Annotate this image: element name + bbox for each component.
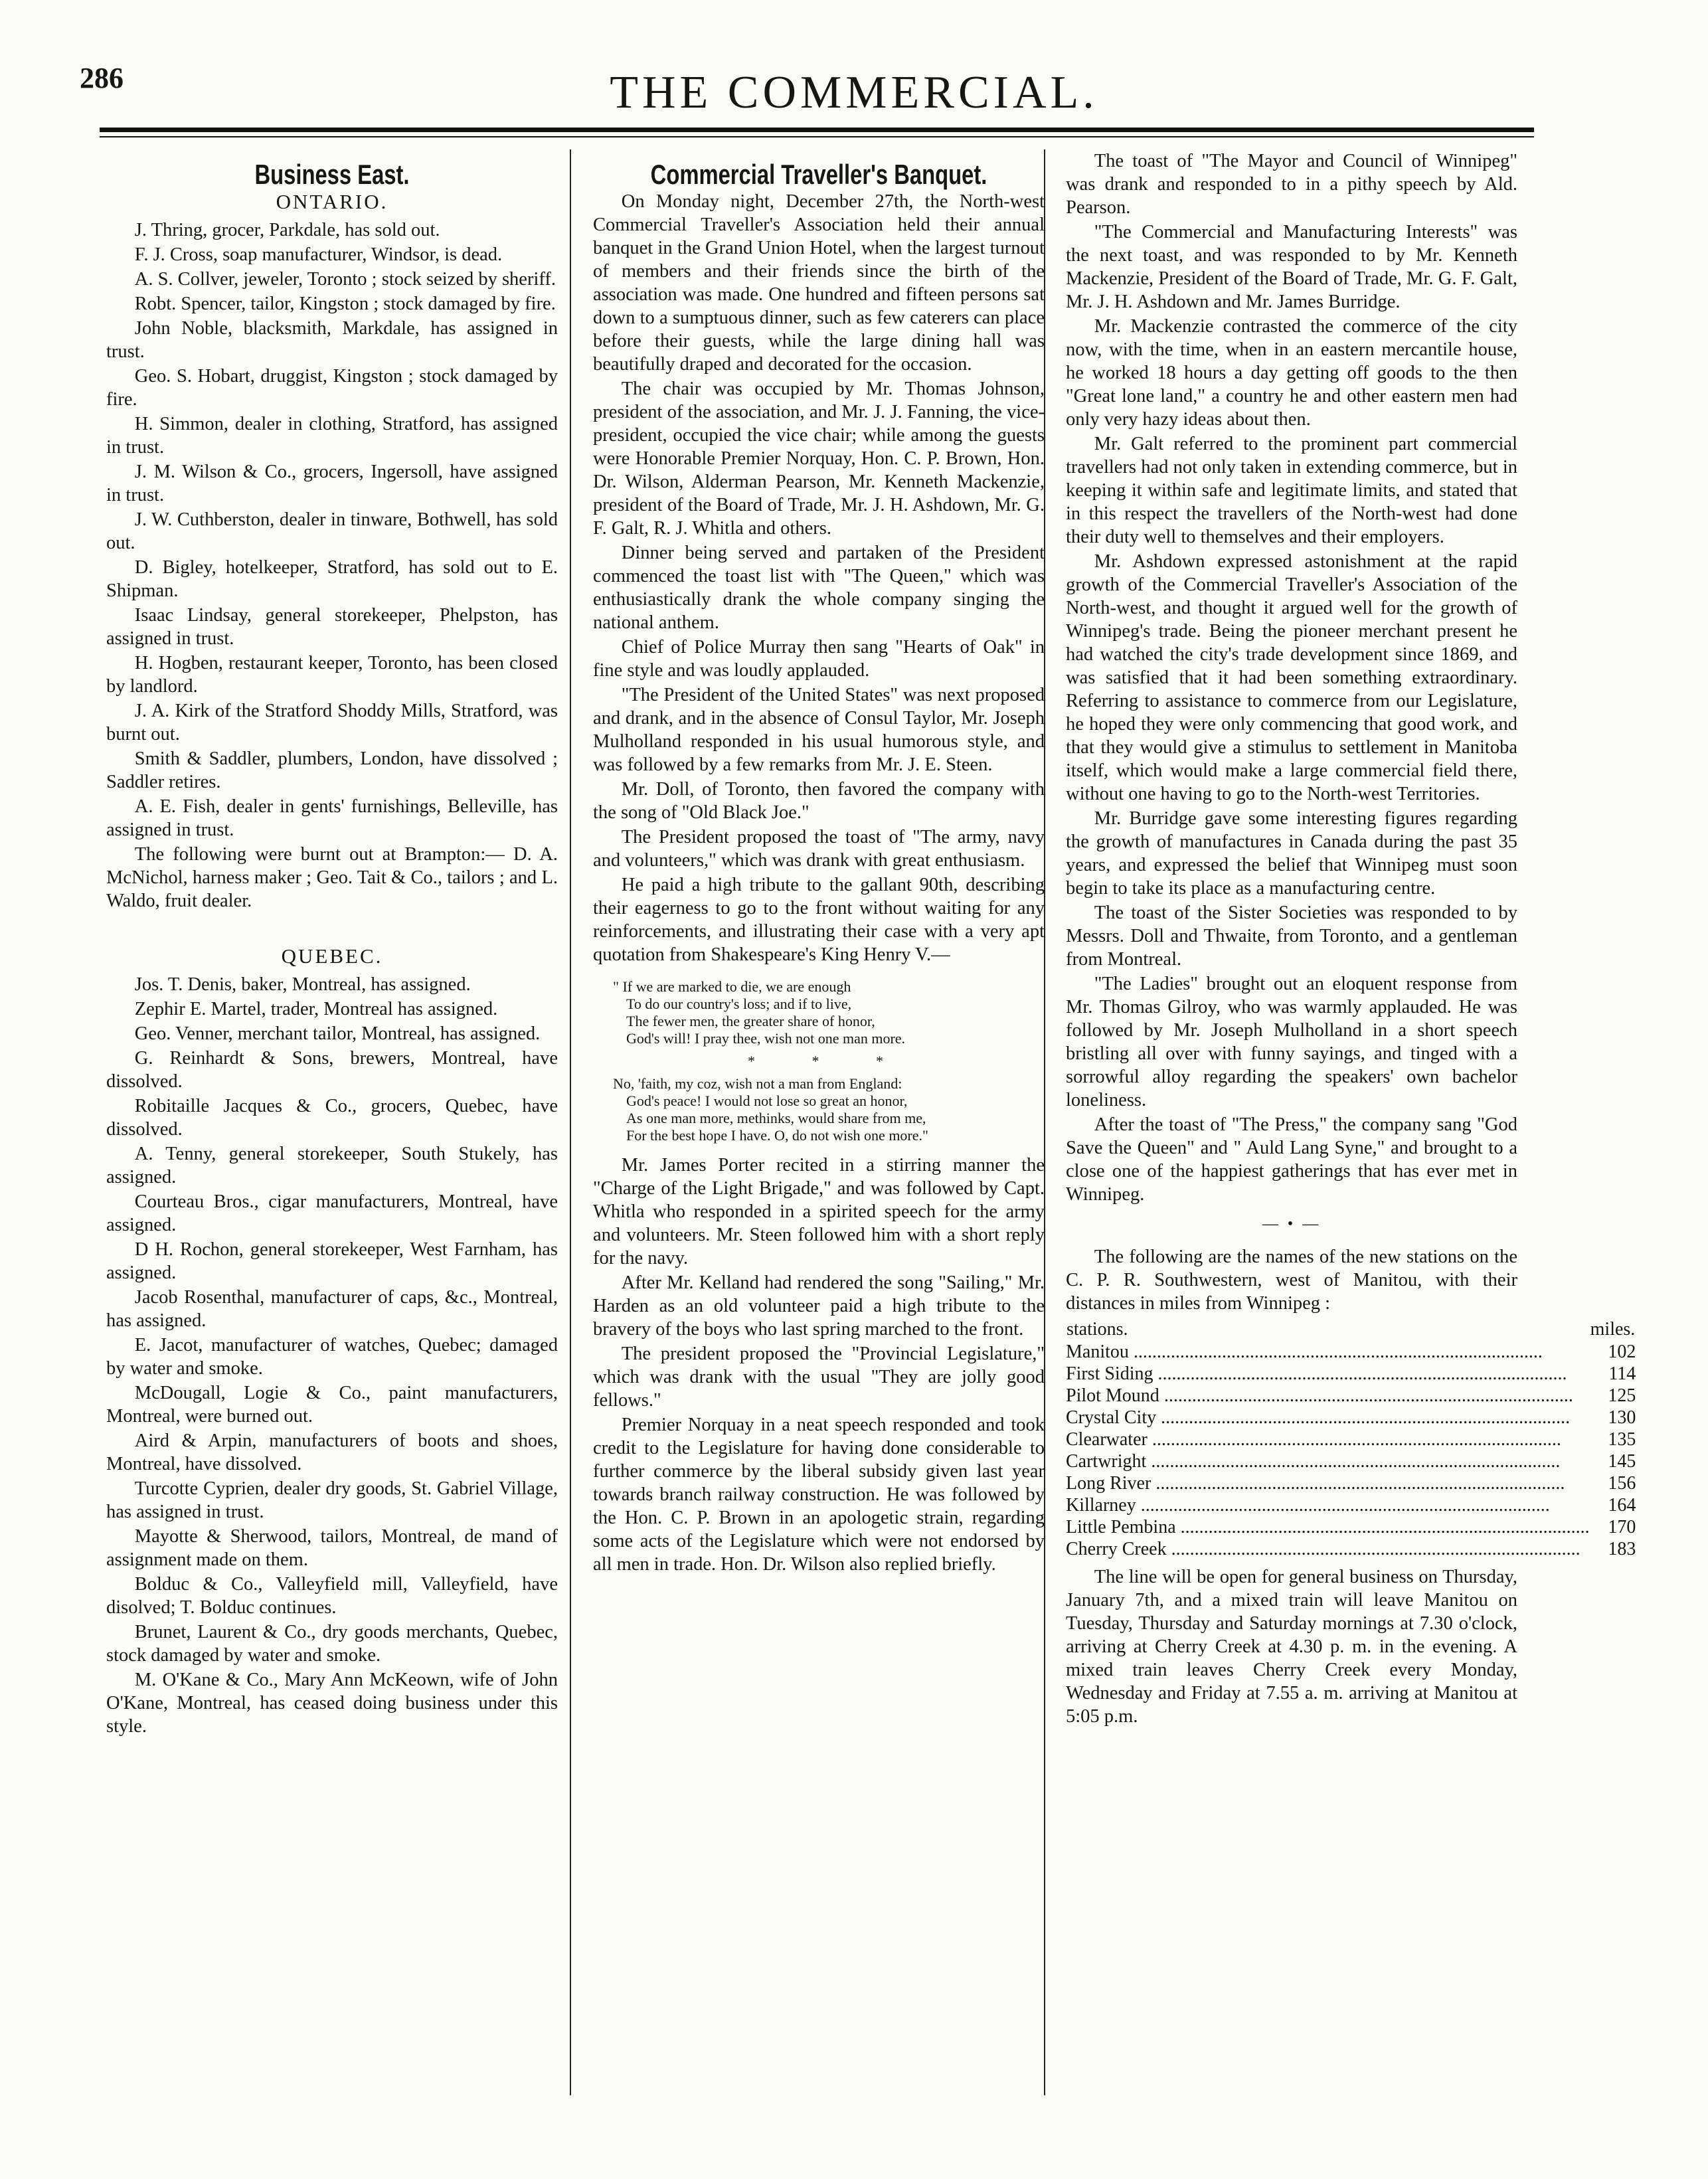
notice-item: D H. Rochon, general storekeeper, West Farnham, has assigned.	[106, 1239, 558, 1283]
notice-item: A. E. Fish, dealer in gents' furnishings, Belleville, has assigned in trust.	[106, 796, 558, 840]
article-paragraph: Mr. Burridge gave some interesting figures regarding the growth of manufactures in Canada during the past 35 years, and expressed the belief that Winnipeg must soon begin to take its place as a manufacturing centre.	[1066, 808, 1517, 899]
notice-item: M. O'Kane & Co., Mary Ann McKeown, wife of John O'Kane, Montreal, has ceased doing business under this style.	[106, 1670, 558, 1737]
notice-item: F. J. Cross, soap manufacturer, Windsor, is dead.	[134, 244, 503, 265]
notice-item: Jacob Rosenthal, manufacturer of caps, &c., Montreal, has assigned.	[106, 1287, 558, 1331]
banquet-paragraphs-b	[593, 1154, 1045, 1576]
notice-item: Jos. T. Denis, baker, Montreal, has assigned.	[134, 974, 471, 995]
station-row	[1066, 1538, 1636, 1560]
notice-item: D. Bigley, hotelkeeper, Stratford, has sold out to E. Shipman.	[106, 557, 558, 601]
article-paragraph: The toast of the Sister Societies was responded to by Messrs. Doll and Thwaite, from Toronto, and a gentleman from Montreal.	[1066, 903, 1517, 970]
station-name-text: Clearwater .....	[1066, 1429, 1590, 1450]
article-paragraph: Mr. Galt referred to the prominent part commercial travellers had not only taken in extending commerce, but in keeping it within safe and legitimate limits, and stated that in this respect the travellers of the North-west had done their duty well to themselves and their employers.	[1066, 434, 1517, 547]
verse-line: God's will! I pray thee, wish not one man more.	[626, 1030, 906, 1047]
section-heading-banquet: Commercial Traveller's Banquet.	[650, 159, 987, 190]
notice-item: Geo. Venner, merchant tailor, Montreal, has assigned.	[134, 1023, 541, 1044]
station-name-text: Crystal City .....	[1066, 1407, 1590, 1429]
article-paragraph: Mr. Doll, of Toronto, then favored the company with the song of "Old Black Joe."	[593, 779, 1045, 823]
station-name-text: Pilot Mound .....	[1066, 1385, 1590, 1407]
station-name-text: Little Pembina .....	[1066, 1516, 1590, 1538]
article-paragraph: "The Commercial and Manufacturing Interests" was the next toast, and was responded to by Mr. Kenneth Mackenzie, President of the Board of Trade, Mr. G. F. Galt, Mr. J. H. Ashdown and Mr. James Burridge.	[1066, 222, 1517, 312]
station-miles: 156	[1608, 1473, 1636, 1494]
station-row	[1066, 1385, 1636, 1407]
verse-line: To do our country's loss; and if to live,	[626, 996, 852, 1012]
station-name-text: Cherry Creek .....	[1066, 1538, 1590, 1560]
station-name	[1066, 1341, 1590, 1363]
stations-col-name: stations.	[1067, 1319, 1128, 1340]
article-paragraph: Chief of Police Murray then sang "Hearts of Oak" in fine style and was loudly applauded.	[593, 637, 1045, 681]
station-miles: 114	[1608, 1363, 1636, 1384]
station-name-text: Cartwright .....	[1066, 1450, 1590, 1472]
station-name	[1066, 1407, 1590, 1429]
article-paragraph: After Mr. Kelland had rendered the song "Sailing," Mr. Harden as an old volunteer paid a high tribute to the bravery of the boys who last spring marched to the front.	[593, 1272, 1045, 1340]
notice-item: J. M. Wilson & Co., grocers, Ingersoll, have assigned in trust.	[106, 462, 558, 505]
notice-item: Robitaille Jacques & Co., grocers, Quebec, have dissolved.	[106, 1096, 558, 1140]
notice-item: A. S. Collver, jeweler, Toronto ; stock seized by sheriff.	[134, 269, 556, 290]
stations-intro: The following are the names of the new stations on the C. P. R. Southwestern, west of Manitou, with their distances in miles from Winnipeg :	[1066, 1247, 1517, 1314]
subheading-ontario: ONTARIO.	[276, 190, 388, 213]
column-business-east	[106, 149, 558, 1739]
station-miles: 164	[1608, 1495, 1636, 1516]
quebec-notices	[106, 973, 558, 1738]
station-row	[1066, 1516, 1636, 1538]
subheading-quebec: QUEBEC.	[281, 944, 383, 968]
article-paragraph: "The President of the United States" was next proposed and drank, and in the absence of Consul Taylor, Mr. Joseph Mulholland responded in his usual humorous style, and was followed by a few remarks from Mr. J. E. Steen.	[593, 685, 1045, 775]
station-name	[1066, 1516, 1590, 1538]
notice-item: Zephir E. Martel, trader, Montreal has assigned.	[134, 999, 498, 1019]
shakespeare-quotation	[613, 978, 1045, 1144]
schedule-notice: The line will be open for general business on Thursday, January 7th, and a mixed train will leave Manitou on Tuesday, Thursday and Saturday mornings at 7.30 o'clock, arriving at Cherry Creek at 4.30 p. m. in the evening. A mixed train leaves Cherry Creek every Monday, Wednesday and Friday at 7.55 a. m. arriving at Manitou at 5:05 p.m.	[1066, 1567, 1517, 1727]
station-row	[1066, 1450, 1636, 1472]
column-banquet	[593, 149, 1045, 1577]
station-name-text: Killarney .....	[1066, 1494, 1590, 1516]
station-row	[1066, 1494, 1636, 1516]
masthead-rule-thin	[100, 136, 1534, 137]
station-name-text: First Siding .....	[1066, 1363, 1590, 1385]
notice-item: H. Simmon, dealer in clothing, Stratford, has assigned in trust.	[106, 414, 558, 458]
notice-item: The following were burnt out at Brampton:— D. A. McNichol, harness maker ; Geo. Tait & Co., tailors ; and L. Waldo, fruit dealer.	[106, 844, 558, 911]
notice-item: John Noble, blacksmith, Markdale, has assigned in trust.	[106, 318, 558, 362]
verse-line: As one man more, methinks, would share from me,	[626, 1110, 926, 1126]
station-row	[1066, 1472, 1636, 1494]
article-paragraph: Premier Norquay in a neat speech responded and took credit to the Legislature for having done considerable to further commerce by the liberal subsidy given last year towards branch railway construction. He was followed by the Hon. C. P. Brown in an apologetic strain, regarding some acts of the Legislature which were not endorsed by all men in trade. Hon. Dr. Wilson also replied briefly.	[593, 1415, 1045, 1575]
station-name	[1066, 1385, 1590, 1407]
article-paragraph: Dinner being served and partaken of the President commenced the toast list with "The Queen," which was enthusiastically drank the whole company singing the national anthem.	[593, 543, 1045, 633]
stations-table	[1066, 1318, 1636, 1560]
station-name	[1066, 1429, 1590, 1450]
notice-item: A. Tenny, general storekeeper, South Stukely, has assigned.	[106, 1144, 558, 1187]
notice-item: Bolduc & Co., Valleyfield mill, Valleyfield, have disolved; T. Bolduc continues.	[106, 1574, 558, 1618]
article-paragraph: After the toast of "The Press," the company sang "God Save the Queen" and " Auld Lang Syne," and brought to a close one of the happiest gatherings that has ever met in Winnipeg.	[1066, 1114, 1517, 1205]
notice-item: Brunet, Laurent & Co., dry goods merchants, Quebec, stock damaged by water and smoke.	[106, 1622, 558, 1666]
notice-item: J. W. Cuthberston, dealer in tinware, Bothwell, has sold out.	[106, 509, 558, 553]
station-name	[1066, 1363, 1590, 1385]
verse-separator: * * *	[748, 1053, 910, 1069]
column-divider	[570, 149, 571, 2095]
column-banquet-continued	[1066, 149, 1636, 1729]
ontario-notices	[106, 218, 558, 913]
notice-item: McDougall, Logie & Co., paint manufacturers, Montreal, were burned out.	[106, 1383, 558, 1427]
notice-item: J. Thring, grocer, Parkdale, has sold out.	[134, 220, 440, 240]
section-heading-business-east: Business East.	[254, 159, 410, 190]
notice-item: Aird & Arpin, manufacturers of boots and shoes, Montreal, have dissolved.	[106, 1431, 558, 1474]
station-miles: 145	[1608, 1451, 1636, 1472]
article-paragraph: He paid a high tribute to the gallant 90th, describing their eagerness to go to the front without waiting for any reinforcements, and illustrating their case with a very apt quotation from Shakespeare's King Henry V.—	[593, 875, 1045, 965]
masthead-title: THE COMMERCIAL.	[610, 67, 1098, 118]
station-name-text: Long River .....	[1066, 1472, 1590, 1494]
stations-table-header	[1066, 1318, 1636, 1341]
station-name	[1066, 1538, 1590, 1560]
notice-item: Courteau Bros., cigar manufacturers, Montreal, have assigned.	[106, 1191, 558, 1235]
article-paragraph: Mr. James Porter recited in a stirring manner the "Charge of the Light Brigade," and was followed by Capt. Whitla who responded in a spirited speech for the army and volunteers. Mr. Steen followed him with a short reply for the navy.	[593, 1155, 1045, 1268]
article-paragraph: Mr. Ashdown expressed astonishment at the rapid growth of the Commercial Traveller's Association of the North-west, and thought it argued well for the growth of Winnipeg's trade. Being the pioneer merchant present he had watched the city's trade development since 1869, and was satisfied that it had been something extraordinary. Referring to assistance to commerce from our Legislature, he hoped they were only commencing that good work, and that they would give a stimulus to settlement in Manitoba itself, which would make a large commercial field there, without one having to go to the North-west Territories.	[1066, 551, 1517, 804]
banquet-paragraphs-c	[1066, 149, 1517, 1206]
notice-item: E. Jacot, manufacturer of watches, Quebec; damaged by water and smoke.	[106, 1335, 558, 1379]
notice-item: G. Reinhardt & Sons, brewers, Montreal, have dissolved.	[106, 1048, 558, 1092]
verse-line: " If we are marked to die, we are enough	[613, 978, 851, 995]
station-row	[1066, 1341, 1636, 1363]
article-paragraph: The president proposed the "Provincial Legislature," which was drank with the usual "They are jolly good fellows."	[593, 1344, 1045, 1411]
station-name	[1066, 1450, 1590, 1472]
station-name	[1066, 1472, 1590, 1494]
banquet-paragraphs-a	[593, 190, 1045, 966]
notice-item: Mayotte & Sherwood, tailors, Montreal, de mand of assignment made on them.	[106, 1526, 558, 1570]
station-name-text: Manitou .....	[1066, 1341, 1590, 1363]
masthead-rule-thick	[100, 128, 1534, 132]
station-row	[1066, 1407, 1636, 1429]
notice-item: Robt. Spencer, tailor, Kingston ; stock damaged by fire.	[134, 294, 556, 314]
notice-item: Turcotte Cyprien, dealer dry goods, St. Gabriel Village, has assigned in trust.	[106, 1478, 558, 1522]
station-miles: 125	[1608, 1385, 1636, 1406]
station-miles: 102	[1608, 1342, 1636, 1362]
article-paragraph: The President proposed the toast of "The army, navy and volunteers," which was drank with great enthusiasm.	[593, 827, 1045, 871]
ornament-divider: — • —	[1262, 1215, 1322, 1233]
station-miles: 183	[1608, 1539, 1636, 1559]
notice-item: Isaac Lindsay, general storekeeper, Phelpston, has assigned in trust.	[106, 605, 558, 649]
verse-line: God's peace! I would not lose so great an honor,	[626, 1092, 908, 1109]
notice-item: H. Hogben, restaurant keeper, Toronto, has been closed by landlord.	[106, 653, 558, 697]
station-name	[1066, 1494, 1590, 1516]
verse-line: No, 'faith, my coz, wish not a man from England:	[613, 1075, 902, 1092]
stations-col-miles: miles.	[1590, 1319, 1636, 1340]
station-miles: 130	[1608, 1407, 1636, 1428]
verse-line: The fewer men, the greater share of honor,	[626, 1013, 875, 1029]
article-paragraph: Mr. Mackenzie contrasted the commerce of the city now, with the time, when in an eastern mercantile house, he worked 18 hours a day getting off goods to the then "Great lone land," a country he and other eastern men had only very hazy ideas about then.	[1066, 316, 1517, 430]
station-row	[1066, 1363, 1636, 1385]
article-paragraph: The toast of "The Mayor and Council of Winnipeg" was drank and responded to in a pithy speech by Ald. Pearson.	[1066, 151, 1517, 218]
station-miles: 170	[1608, 1517, 1636, 1537]
verse-line: For the best hope I have. O, do not wish one more."	[626, 1127, 929, 1144]
station-row	[1066, 1429, 1636, 1450]
notice-item: Smith & Saddler, plumbers, London, have dissolved ; Saddler retires.	[106, 748, 558, 792]
notice-item: J. A. Kirk of the Stratford Shoddy Mills, Stratford, was burnt out.	[106, 701, 558, 744]
article-paragraph: On Monday night, December 27th, the North-west Commercial Traveller's Association held their annual banquet in the Grand Union Hotel, when the largest turnout of members and their friends since the birth of the association was made. One hundred and fifteen persons sat down to a sumptuous dinner, such as few caterers can place before their guests, while the large dining hall was beautifully draped and decorated for the occasion.	[593, 191, 1045, 375]
article-paragraph: The chair was occupied by Mr. Thomas Johnson, president of the association, and Mr. J. J. Fanning, the vice-president, occupied the vice chair; while among the guests were Honorable Premier Norquay, Hon. C. P. Brown, Hon. Dr. Wilson, Alderman Pearson, Mr. Kenneth Mackenzie, president of the Board of Trade, Mr. J. H. Ashdown, Mr. G. F. Galt, R. J. Whitla and others.	[593, 379, 1045, 539]
station-miles: 135	[1608, 1429, 1636, 1450]
article-paragraph: "The Ladies" brought out an eloquent response from Mr. Thomas Gilroy, who was warmly applauded. He was followed by Mr. Joseph Mulholland in a short speech bristling all over with funny sayings, and tinged with a sorrowful alloy regarding the speakers' own bachelor loneliness.	[1066, 974, 1517, 1110]
notice-item: Geo. S. Hobart, druggist, Kingston ; stock damaged by fire.	[106, 366, 558, 410]
page-number: 286	[80, 62, 124, 94]
